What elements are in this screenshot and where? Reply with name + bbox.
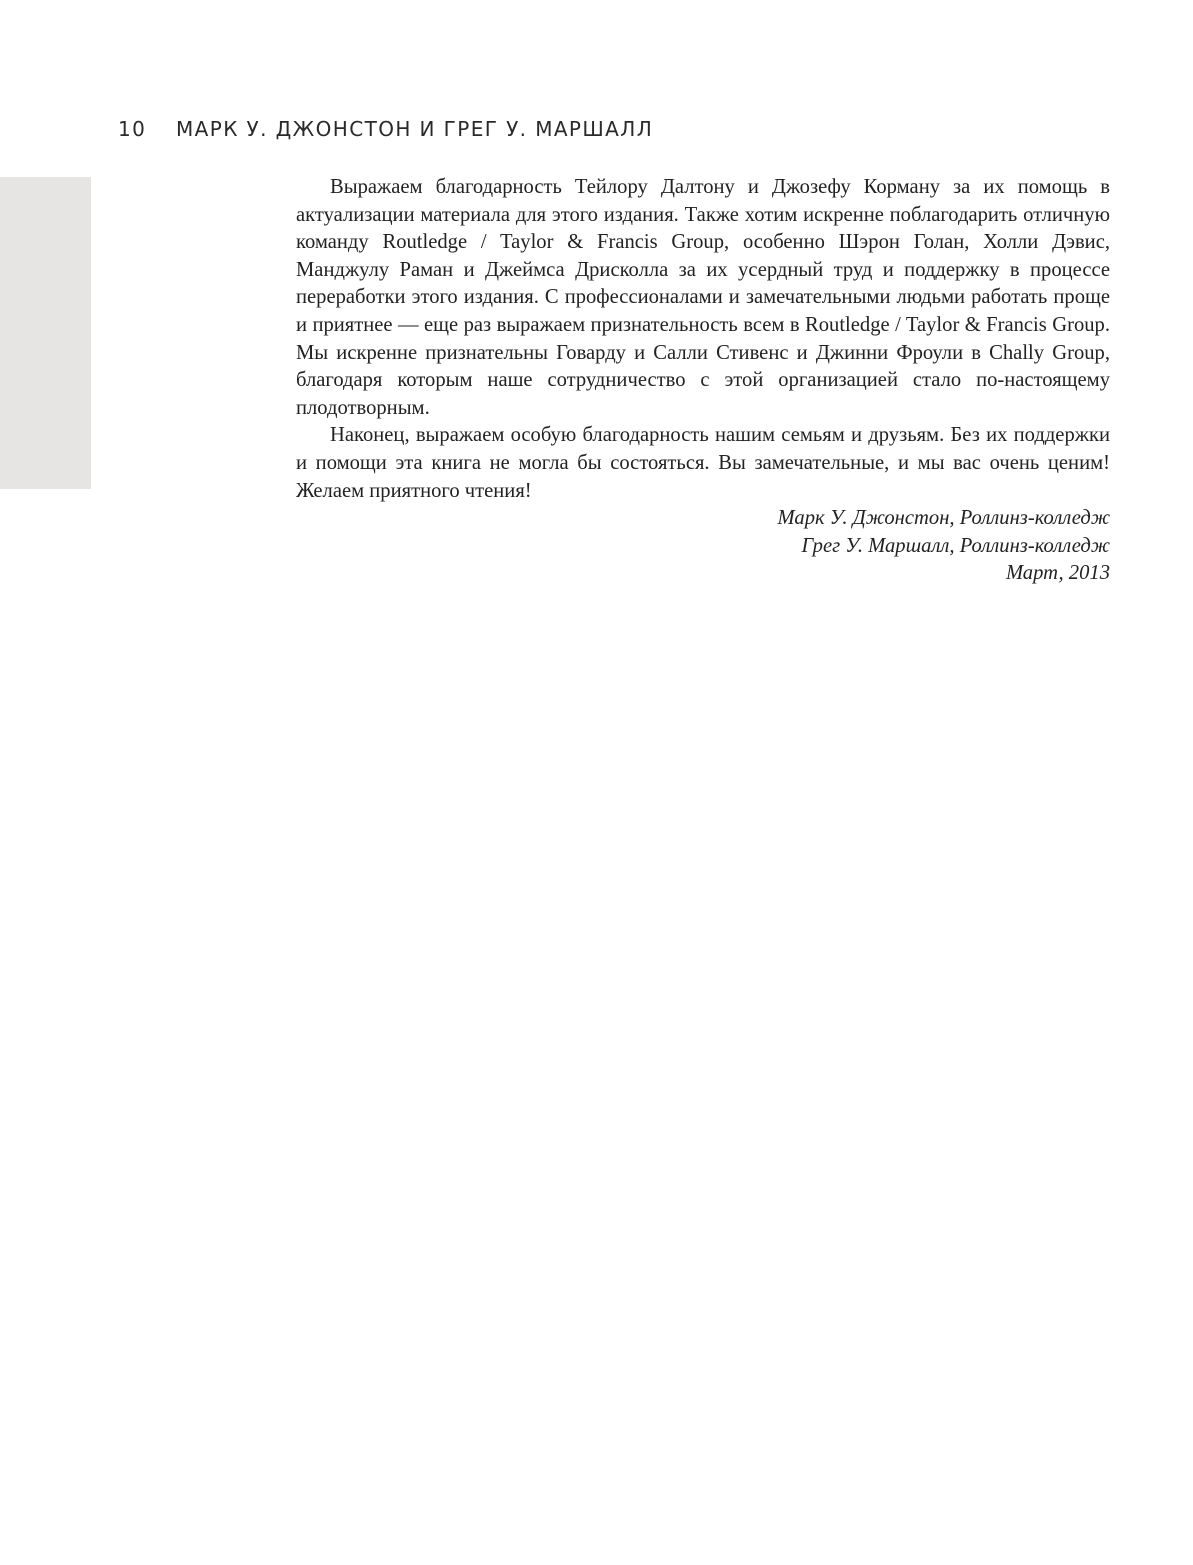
signature-author-1: Марк У. Джонстон, Роллинз-колледж [777, 507, 1110, 530]
page-number: 10 [118, 117, 147, 141]
signature-author-2: Грег У. Маршалл, Роллинз-колледж [801, 534, 1110, 557]
running-head-authors: МАРК У. ДЖОНСТОН И ГРЕГ У. МАРШАЛЛ [176, 117, 654, 141]
acknowledgements-text [296, 174, 1110, 588]
page-side-tab [0, 177, 91, 489]
signature-date: Март, 2013 [1005, 562, 1110, 585]
paragraph: Наконец, выражаем особую благодарность нашим семьям и друзьям. Без их поддержки и помощи эта книга не могла бы состояться. Вы замечательные, и мы вас очень ценим! Желаем приятного чтения! [296, 424, 1110, 502]
paragraph: Выражаем благодарность Тейлору Далтону и Джозефу Корману за их помощь в актуализации материала для этого издания. Также хотим искренне поблагодарить отличную команду Routledge / Taylor & Francis Group, особенно Шэрон Голан, Холли Дэвис, Манджулу Раман и Джеймса Дрисколла за их усердный труд и поддержку в процессе переработки этого издания. С профессионалами и замечательными людьми работать проще и приятнее — еще раз выражаем признательность всем в Routledge / Taylor & Francis Group. Мы искренне признательны Говарду и Салли Стивенс и Джинни Фроули в Chally Group, благодаря которым наше сотрудничество с этой организацией стало по-настоящему плодотворным. [296, 176, 1110, 419]
running-head [118, 117, 653, 141]
